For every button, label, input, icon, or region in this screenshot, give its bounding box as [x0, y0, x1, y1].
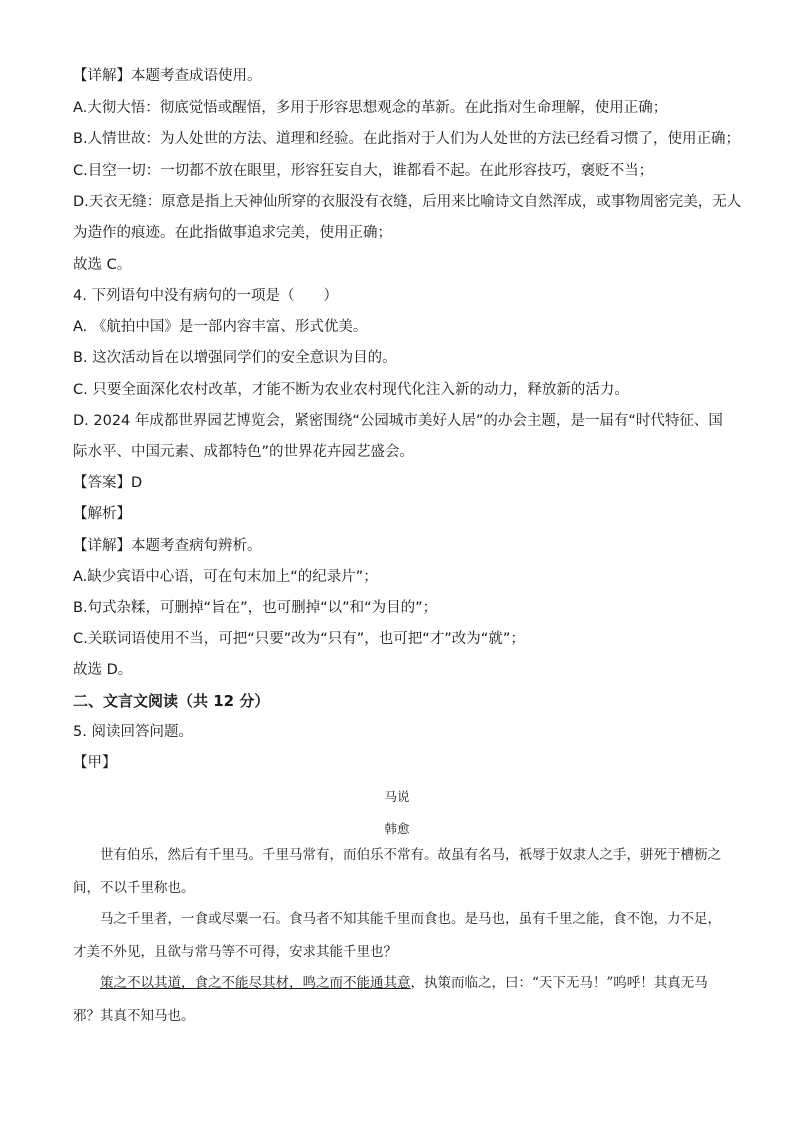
q4-option-d-line2: 际水平、中国元素、成都特色”的世界花卉园艺盛会。 — [73, 444, 415, 460]
q4-detail-b: B.句式杂糅，可删掉“旨在”，也可删掉“以”和“为目的”； — [73, 600, 438, 616]
q4-detail-a: A.缺少宾语中心语，可在句末加上“的纪录片”； — [73, 569, 378, 585]
q4-detail-line — [73, 536, 262, 556]
q3-option-c: C.目空一切：一切都不放在眼里，形容狂妄自大，谁都看不起。在此形容技巧，褒贬不当； — [73, 163, 654, 179]
detail-label: 【详解】 — [73, 68, 131, 84]
detail-intro: 本题考查病句辨析。 — [131, 538, 262, 554]
q3-conclusion: 故选 C。 — [73, 257, 132, 273]
section-heading: 二、文言文阅读（共 12 分） — [73, 692, 270, 710]
q3-detail-line — [73, 66, 262, 86]
passage-paragraph-1: 世有伯乐，然后有千里马。千里马常有，而伯乐不常有。故虽有名马，祇辱于奴隶人之手，骈死于槽枥之间，不以千里称也。 — [73, 847, 721, 896]
q5-stem: 5. 阅读回答问题。 — [73, 724, 193, 740]
underlined-sentence: 策之不以其道，食之不能尽其材，鸣之而不能通其意 — [100, 975, 411, 991]
q3-option-d-line1: D.天衣无缝：原意是指上天神仙所穿的衣服没有衣缝，后用来比喻诗文自然浑成，或事物周密完美，无人 — [73, 194, 742, 210]
q4-option-a: A. 《航拍中国》是一部内容丰富、形式优美。 — [73, 319, 368, 335]
detail-intro: 本题考查成语使用。 — [131, 68, 262, 84]
q4-option-c: C. 只要全面深化农村改革，才能不断为农业农村现代化注入新的动力，释放新的活力。 — [73, 382, 629, 398]
q4-analysis-label: 【解析】 — [73, 506, 131, 522]
passage-title: 马说 — [384, 789, 410, 804]
q4-option-b: B. 这次活动旨在以增强同学们的安全意识为目的。 — [73, 350, 397, 366]
q3-option-d-line2: 为造作的痕迹。在此指做事追求完美，使用正确； — [73, 225, 392, 241]
q3-option-a: A.大彻大悟：彻底觉悟或醒悟，多用于形容思想观念的革新。在此指对生命理解，使用正确； — [73, 100, 668, 116]
detail-label: 【详解】 — [73, 538, 131, 554]
q4-answer — [73, 473, 142, 493]
passage-author: 韩愈 — [384, 821, 410, 836]
q4-detail-c: C.关联词语使用不当，可把“只要”改为“只有”，也可把“才”改为“就”； — [73, 631, 525, 647]
q4-option-d-line1: D. 2024 年成都世界园艺博览会，紧密围绕“公园城市美好人居”的办会主题，是一届有“时代特征、国 — [73, 413, 723, 429]
passage-paragraph-2: 马之千里者，一食或尽粟一石。食马者不知其能千里而食也。是马也，虽有千里之能，食不饱，力不足，才美不外见，且欲与常马等不可得，安求其能千里也？ — [73, 911, 721, 960]
answer-label: 【答案】 — [73, 475, 131, 491]
paragraph-3-rest: ，执策而临之，曰：“天下无马！”呜呼！其真无马邪？其真不知马也。 — [73, 975, 708, 1024]
q4-stem: 4. 下列语句中没有病句的一项是（ ） — [73, 288, 338, 304]
passage-paragraph-3 — [73, 967, 721, 1033]
answer-value: D — [131, 475, 143, 491]
q3-option-b: B.人情世故：为人处世的方法、道理和经验。在此指对于人们为人处世的方法已经看习惯了，使用正确； — [73, 131, 741, 147]
jia-label: 【甲】 — [73, 755, 117, 771]
q4-conclusion: 故选 D。 — [73, 662, 133, 678]
